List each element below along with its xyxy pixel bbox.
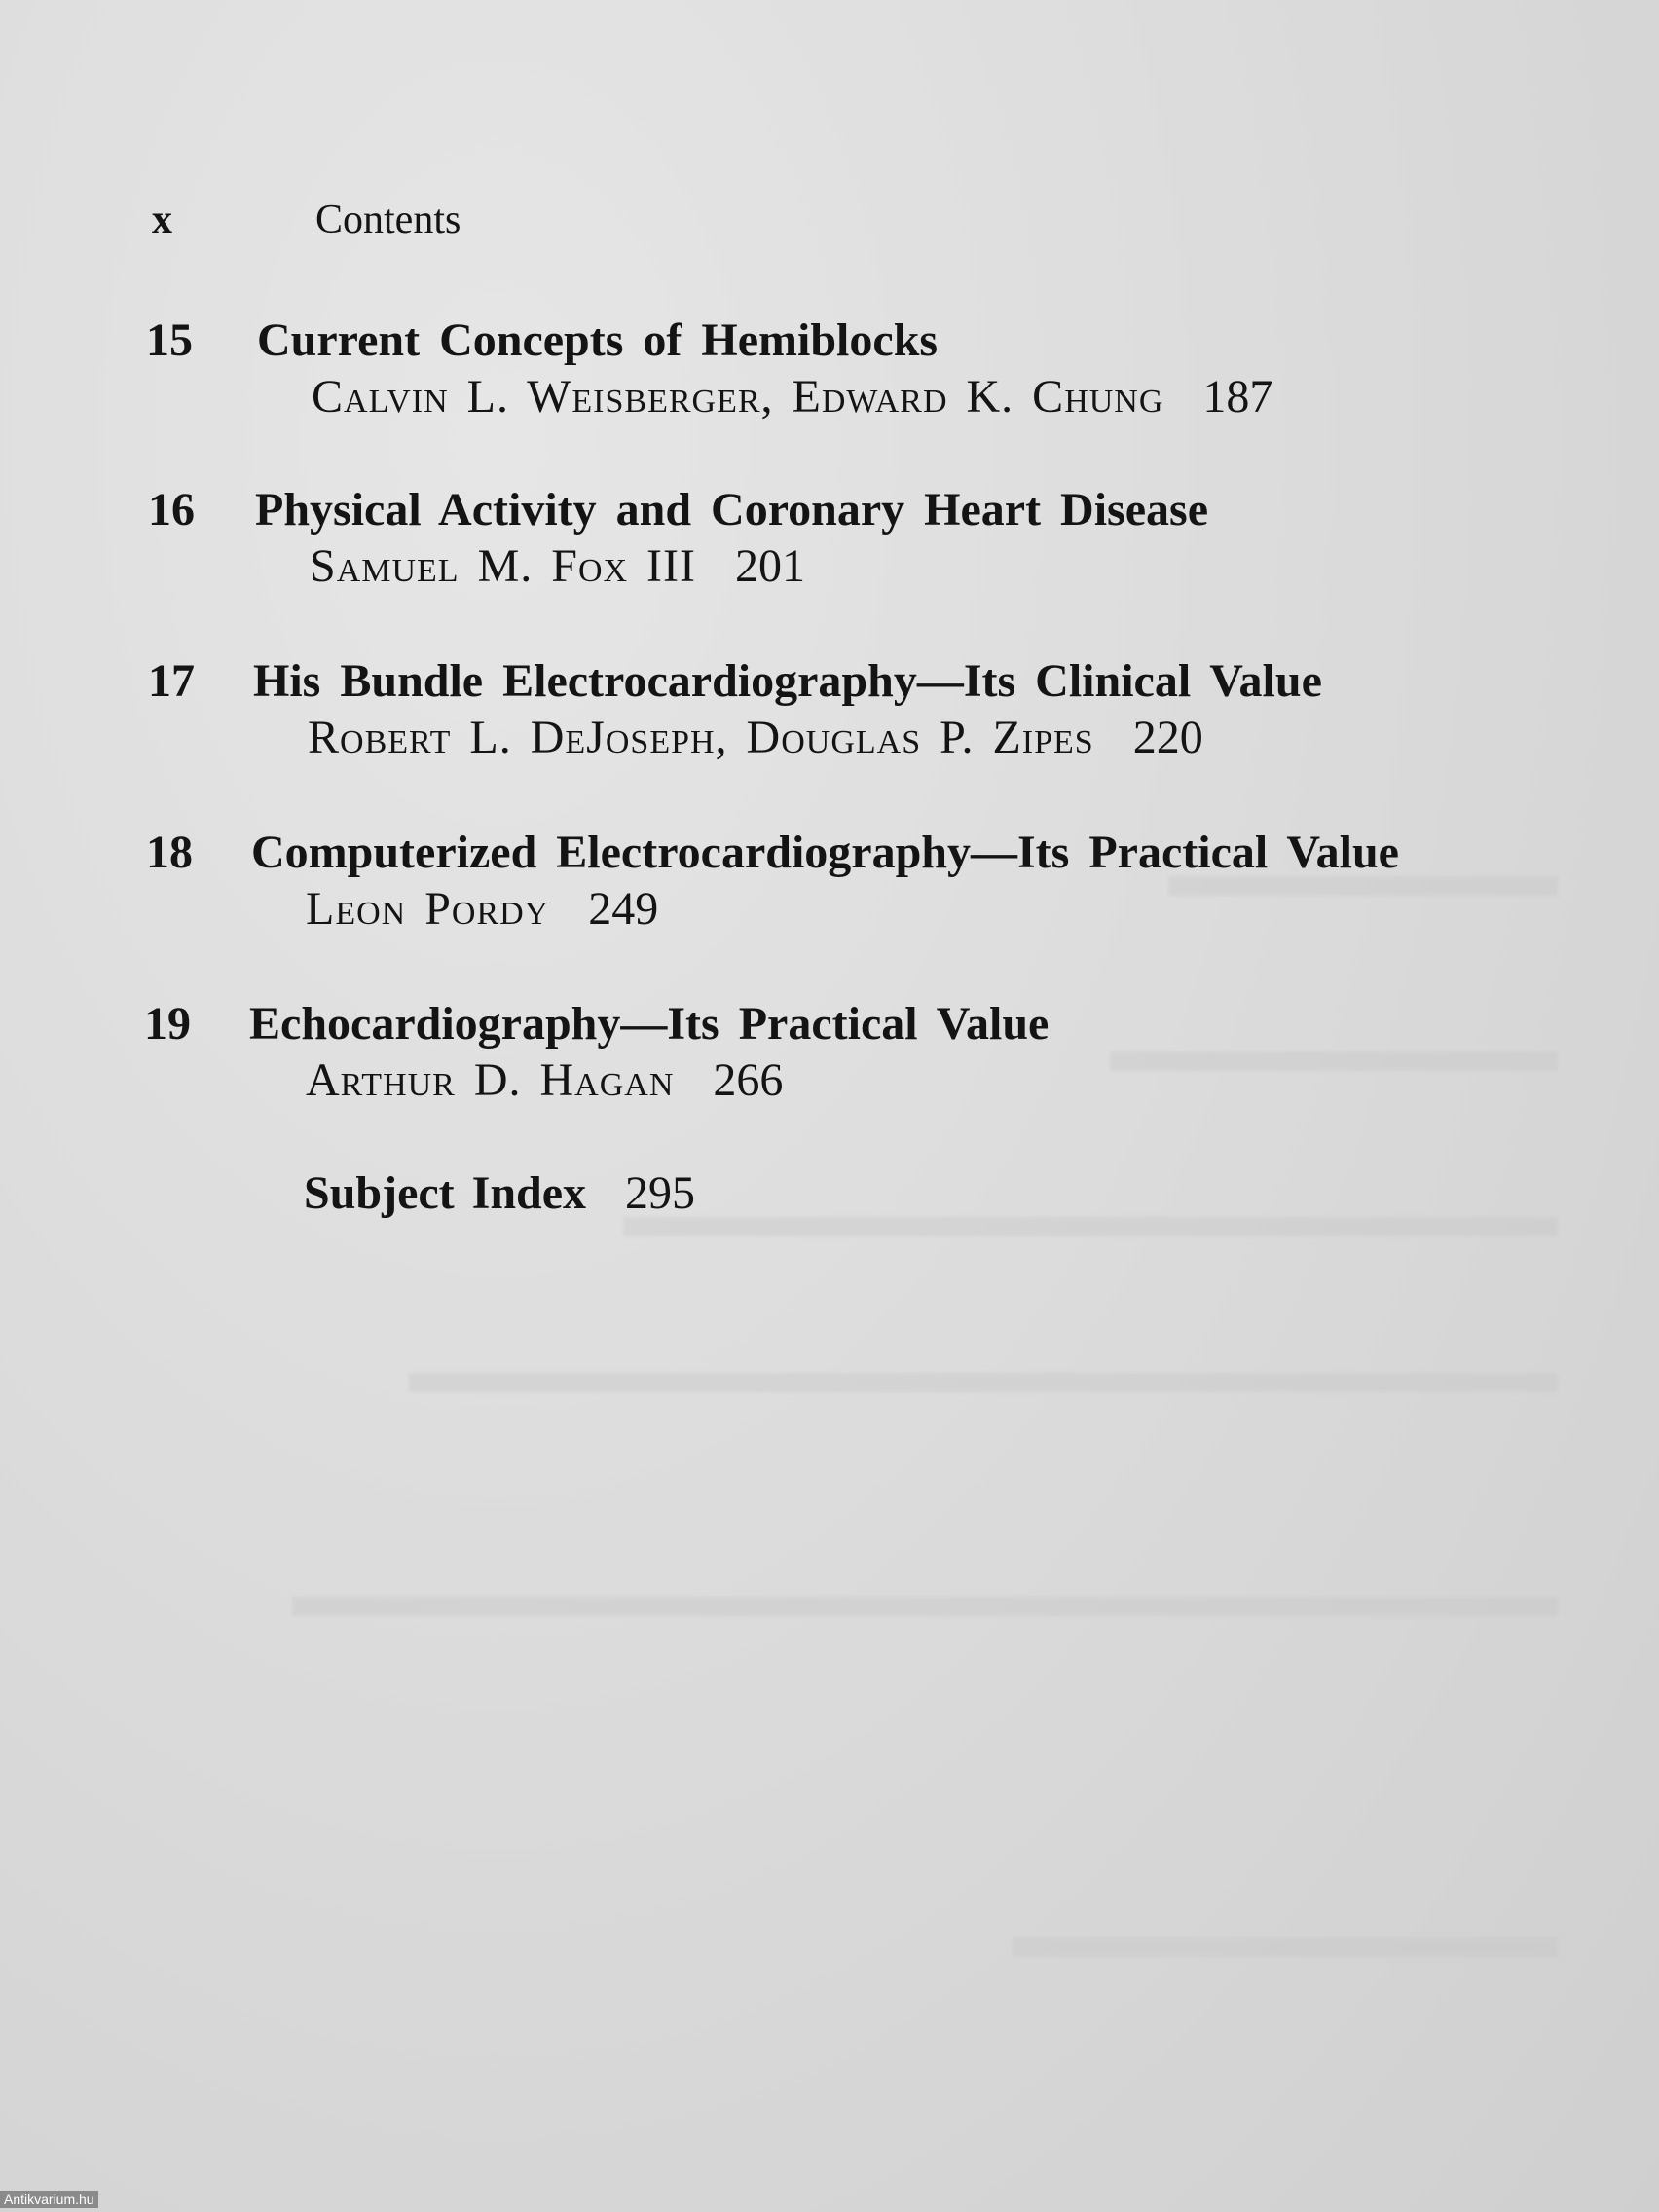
chapter-title: Current Concepts of Hemiblocks: [257, 314, 939, 366]
author-names: Samuel M. Fox III: [310, 540, 697, 592]
chapter-title: Computerized Electrocardiography—Its Practical Value: [251, 827, 1399, 878]
show-through-mark: [1168, 876, 1558, 896]
chapter-number: 18: [146, 827, 193, 878]
watermark: Antikvarium.hu: [0, 2191, 98, 2208]
author-names: Calvin L. Weisberger, Edward K. Chung: [312, 371, 1164, 423]
show-through-mark: [292, 1597, 1558, 1616]
author-names: Robert L. DeJoseph, Douglas P. Zipes: [308, 712, 1094, 763]
chapter-page-number: 249: [588, 883, 659, 935]
running-head: [152, 197, 461, 243]
chapter-title: His Bundle Electrocardiography—Its Clinical Value: [253, 655, 1322, 707]
subject-index-label: Subject Index: [304, 1167, 587, 1219]
show-through-mark: [1013, 1937, 1558, 1957]
chapter-authors: [312, 370, 1272, 424]
subject-index-page-number: 295: [625, 1167, 696, 1219]
chapter-number: 17: [148, 655, 195, 707]
chapter-authors: [306, 882, 658, 936]
chapter-authors: [306, 1053, 783, 1107]
chapter-page-number: 187: [1202, 371, 1273, 423]
author-names: Arthur D. Hagan: [306, 1054, 675, 1106]
chapter-number: 16: [148, 484, 195, 535]
chapter-authors: [308, 711, 1203, 764]
show-through-mark: [623, 1217, 1558, 1236]
author-names: Leon Pordy: [306, 883, 550, 935]
chapter-number: 19: [144, 998, 191, 1050]
chapter-title: Physical Activity and Coronary Heart Disease: [255, 484, 1209, 535]
chapter-number: 15: [146, 314, 193, 366]
chapter-page-number: 201: [735, 540, 806, 592]
show-through-mark: [409, 1373, 1558, 1392]
running-head-label: Contents: [315, 198, 461, 242]
chapter-page-number: 220: [1132, 712, 1203, 763]
chapter-title: Echocardiography—Its Practical Value: [249, 998, 1050, 1050]
subject-index-entry: [304, 1166, 695, 1220]
page-folio: x: [152, 198, 172, 242]
show-through-mark: [1110, 1051, 1558, 1071]
chapter-page-number: 266: [713, 1054, 784, 1106]
chapter-authors: [310, 539, 805, 593]
